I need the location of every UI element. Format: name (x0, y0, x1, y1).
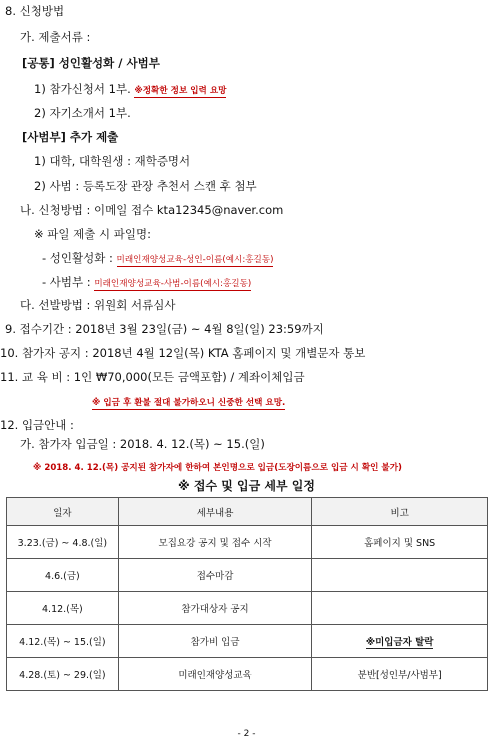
table-row (7, 526, 488, 559)
row-date: 4.12.(목) (7, 592, 119, 625)
row-remarks: 분반[성인부/사범부] (312, 658, 488, 691)
item-1-text: 1) 참가신청서 1부. (34, 82, 131, 96)
header-date: 일자 (7, 498, 119, 526)
row-details: 미래인재양성교육 (118, 658, 312, 691)
adult-filename: 미래인재양성교육-성인-이름(예시:홍길동) (116, 255, 274, 265)
row-date: 4.12.(목) ~ 15.(일) (7, 625, 119, 658)
line-12: 12. 입금안내 : (0, 418, 74, 432)
instructor-filename-line (42, 275, 251, 291)
row-remarks: 홈페이지 및 SNS (312, 526, 488, 559)
line-10: 10. 참가자 공지 : 2018년 4월 12일(목) KTA 홈페이지 및 개별문자 통보 (0, 346, 366, 360)
instructor-item-1: 1) 대학, 대학원생 : 재학증명서 (34, 154, 191, 168)
row-details: 참가비 입금 (118, 625, 312, 658)
row-details: 모집요강 공지 및 접수 시작 (118, 526, 312, 559)
item-1 (34, 82, 226, 98)
doc-submission: 가. 제출서류 : (20, 30, 91, 44)
row-date: 3.23.(금) ~ 4.8.(일) (7, 526, 119, 559)
instructor-filename: 미래인재양성교육-사범-이름(예시:홍길동) (94, 279, 252, 289)
deposit-note: ※ 2018. 4. 12.(목) 공지된 참가자에 한하여 본인명으로 입금(도장이름으로 입금 시 확인 불가) (33, 463, 402, 473)
unpaid-note: ※미입금자 탈락 (365, 637, 434, 648)
page-number: - 2 - (237, 729, 256, 739)
line-9: 9. 접수기간 : 2018년 3월 23일(금) ~ 4월 8일(일) 23:59까지 (5, 322, 324, 336)
schedule-title: ※ 접수 및 입금 세부 일정 (178, 479, 315, 493)
adult-prefix: - 성인활성화 : (42, 251, 113, 265)
selection-method: 다. 선발방법 : 위원회 서류심사 (20, 298, 176, 312)
header-remarks: 비고 (312, 498, 488, 526)
item-2: 2) 자기소개서 1부. (34, 106, 131, 120)
row-date: 4.6.(금) (7, 559, 119, 592)
schedule-table (6, 497, 488, 691)
filename-rule: ※ 파일 제출 시 파일명: (34, 227, 152, 241)
refund-note (92, 394, 285, 410)
row-details: 접수마감 (118, 559, 312, 592)
row-remarks (312, 559, 488, 592)
section-heading: 8. 신청방법 (5, 4, 65, 18)
table-row (7, 592, 488, 625)
table-row (7, 559, 488, 592)
row-remarks (312, 592, 488, 625)
item-1-note: ※정확한 정보 입력 요망 (134, 86, 227, 96)
header-details: 세부내용 (118, 498, 312, 526)
adult-filename-line (42, 251, 273, 267)
apply-method: 나. 신청방법 : 이메일 접수 kta12345@naver.com (20, 203, 284, 217)
row-details: 참가대상자 공지 (118, 592, 312, 625)
table-header-row (7, 498, 488, 526)
instructor-prefix: - 사범부 : (42, 275, 91, 289)
table-row (7, 625, 488, 658)
deposit-date: 가. 참가자 입금일 : 2018. 4. 12.(목) ~ 15.(일) (20, 437, 265, 451)
row-remarks (312, 625, 488, 658)
instructor-label: [사범부] 추가 제출 (22, 130, 119, 144)
row-date: 4.28.(토) ~ 29.(일) (7, 658, 119, 691)
instructor-item-2: 2) 사범 : 등록도장 관장 추천서 스캔 후 첨부 (34, 179, 257, 193)
general-label: [공통] 성인활성화 / 사범부 (22, 56, 160, 70)
refund-note-text: ※ 입금 후 환불 절대 불가하오니 신중한 선택 요망. (92, 398, 286, 408)
table-row (7, 658, 488, 691)
line-11: 11. 교 육 비 : 1인 ₩70,000(모든 금액포함) / 계좌이체입금 (0, 370, 305, 384)
